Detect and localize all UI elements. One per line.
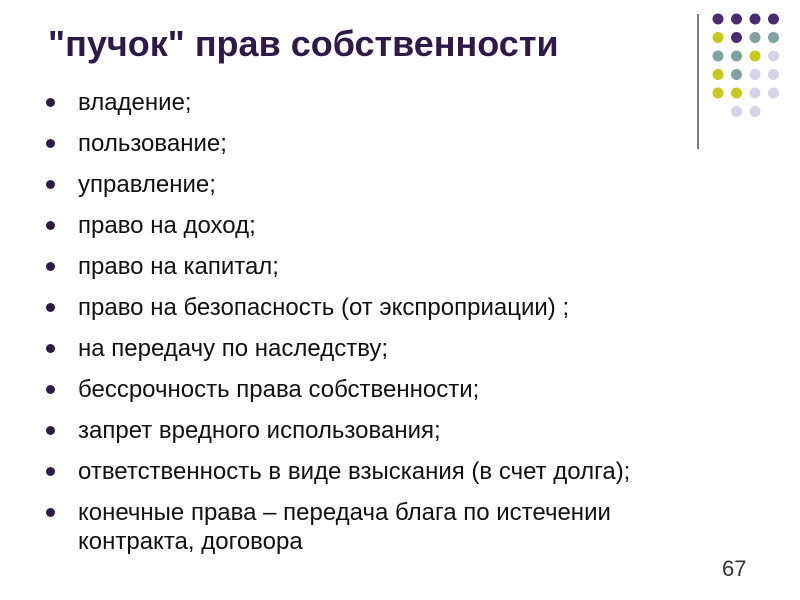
bullet-icon bbox=[46, 467, 55, 476]
bullet-item bbox=[46, 170, 726, 199]
decorative-dot bbox=[713, 14, 724, 25]
bullet-item bbox=[46, 334, 726, 363]
decorative-dot bbox=[731, 32, 742, 43]
bullet-text: право на капитал; bbox=[78, 253, 279, 280]
bullet-icon bbox=[46, 139, 55, 148]
bullet-text: право на доход; bbox=[78, 212, 256, 239]
bullet-icon bbox=[46, 385, 55, 394]
bullet-text: на передачу по наследству; bbox=[78, 335, 389, 362]
bullet-text: право на безопасность (от экспроприации) ; bbox=[78, 294, 570, 321]
decorative-dot bbox=[713, 51, 724, 62]
bullet-item bbox=[46, 129, 726, 158]
decorative-dot bbox=[750, 106, 761, 117]
decorative-dot bbox=[731, 106, 742, 117]
page-number: 67 bbox=[722, 556, 747, 581]
decorative-dot bbox=[731, 88, 742, 99]
bullet-icon bbox=[46, 98, 55, 107]
bullet-text: владение; bbox=[78, 89, 192, 116]
bullet-text: ответственность в виде взыскания (в счет долга); bbox=[78, 458, 631, 485]
bullet-text: бессрочность права собственности; bbox=[78, 376, 480, 403]
decorative-dot bbox=[750, 32, 761, 43]
bullet-item bbox=[46, 375, 726, 404]
bullet-icon bbox=[46, 262, 55, 271]
decorative-dot bbox=[750, 51, 761, 62]
decorative-dot bbox=[750, 88, 761, 99]
decorative-dot bbox=[768, 32, 779, 43]
bullet-list bbox=[46, 88, 726, 568]
bullet-text: конечные права – передача блага по истечении контракта, договора bbox=[78, 499, 611, 555]
bullet-item bbox=[46, 252, 726, 281]
bullet-icon bbox=[46, 221, 55, 230]
bullet-icon bbox=[46, 303, 55, 312]
decorative-dot bbox=[768, 14, 779, 25]
decorative-dot bbox=[750, 14, 761, 25]
bullet-item bbox=[46, 498, 726, 556]
decorative-dot bbox=[731, 14, 742, 25]
bullet-item bbox=[46, 88, 726, 117]
bullet-icon bbox=[46, 180, 55, 189]
decorative-dot bbox=[713, 69, 724, 80]
decorative-dot bbox=[750, 69, 761, 80]
bullet-icon bbox=[46, 426, 55, 435]
bullet-item bbox=[46, 416, 726, 445]
bullet-text: запрет вредного использования; bbox=[78, 417, 441, 444]
decorative-dot bbox=[731, 51, 742, 62]
bullet-icon bbox=[46, 508, 55, 517]
bullet-text: управление; bbox=[78, 171, 216, 198]
decorative-dot bbox=[713, 32, 724, 43]
bullet-item bbox=[46, 211, 726, 240]
decorative-dot bbox=[768, 88, 779, 99]
bullet-icon bbox=[46, 344, 55, 353]
decorative-dot bbox=[731, 69, 742, 80]
bullet-text: пользование; bbox=[78, 130, 227, 157]
slide-title: "пучок" прав собственности bbox=[48, 23, 559, 64]
decorative-dot bbox=[768, 51, 779, 62]
bullet-item bbox=[46, 293, 726, 322]
decorative-dot bbox=[768, 69, 779, 80]
bullet-item bbox=[46, 457, 726, 486]
